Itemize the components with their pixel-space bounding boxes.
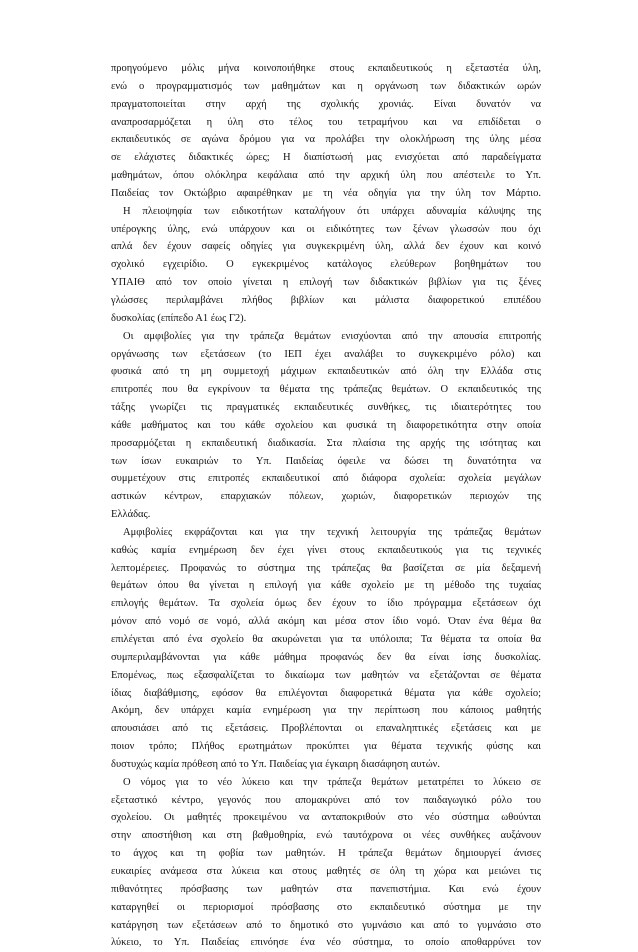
text-line: απουσιάσει από τις εξετάσεις. Προβλέπονται οι επαναληπτικές εξετάσεις και με bbox=[111, 723, 541, 735]
text-line: μόνον από νομό σε νομό, αλλά ακόμη και μέσα στον ίδιο νομό. Όταν ένα θέμα θα bbox=[111, 616, 541, 628]
text-line: σε ελάχιστες διδακτικές ώρες; Η διαπίστωσή μας ενισχύεται από παραδείγματα bbox=[111, 152, 541, 164]
text-line: των ίσων ευκαιριών το Υπ. Παιδείας όφειλε να δώσει τη δυνατότητα να bbox=[111, 455, 541, 467]
text-line: Ελλάδας. bbox=[111, 509, 151, 521]
text-line: καθώς καμία ενημέρωση δεν έχει γίνει στους εκπαιδευτικούς για τις τεχνικές bbox=[111, 544, 541, 556]
text-line: τάξης γνωρίζει τις πραγματικές εκπαιδευτικές συνθήκες, τις ιδιαιτερότητες του bbox=[111, 402, 541, 414]
text-line: αναπροσαρμόζεται η ύλη στο τέλος του τετραμήνου και να επιδίδεται ο bbox=[111, 116, 541, 128]
text-line: το άγχος και τη φοβία των μαθητών. Η τράπεζα θεμάτων δημιουργεί άνισες bbox=[111, 848, 541, 860]
text-line: φυσικά από τη μη συμμετοχή μάχιμων εκπαιδευτικών από όλη την Ελλάδα στις bbox=[111, 366, 541, 378]
text-line: συμπεριλαμβάνονται για κάθε μάθημα προφανώς δεν θα είναι ίσης δυσκολίας. bbox=[111, 651, 541, 663]
text-line: σχολικό εγχειρίδιο. Ο εγκεκριμένος κατάλογος ελεύθερων βοηθημάτων του bbox=[111, 259, 541, 271]
text-line: Αμφιβολίες εκφράζονται και για την τεχνική λειτουργία της τράπεζας θεμάτων bbox=[123, 526, 541, 538]
text-line: εξεταστικό κέντρο, γεγονός που απομακρύνει από τον παιδαγωγικό ρόλο του bbox=[111, 794, 541, 806]
text-line: ενώ ο προγραμματισμός των μαθημάτων και η οργάνωση των διδακτικών ωρών bbox=[111, 80, 541, 92]
text-line: προηγούμενο μόλις μήνα κοινοποιήθηκε στους εκπαιδευτικούς η εξεταστέα ύλη, bbox=[111, 63, 541, 74]
text-line: κάθε μαθήματος και του κάθε σχολείου και φυσικά τη διαφορετικότητα στην οποία bbox=[111, 419, 541, 431]
paragraph-1 bbox=[111, 60, 541, 203]
text-line: επιλογής θεμάτων. Τα σχολεία όμως δεν έχουν το ίδιο πρόγραμμα εξετάσεων όχι bbox=[111, 598, 541, 610]
text-line: στην αποστήθιση και στη βαθμοθηρία, ενώ ταυτόχρονα οι νέες συνθήκες αυξάνουν bbox=[111, 830, 541, 842]
text-line: επιτροπές που θα εγκρίνουν τα θέματα της τράπεζας θεμάτων. Ο εκπαιδευτικός της bbox=[111, 384, 541, 396]
text-line: Οι αμφιβολίες για την τράπεζα θεμάτων ενισχύονται από την απουσία επιτροπής bbox=[123, 330, 541, 342]
text-line: αστικών κέντρων, επαρχιακών πόλεων, χωριών, διαφορετικών περιοχών της bbox=[111, 491, 541, 503]
text-line: ευκαιρίες ανάμεσα στα λύκεια και στους μαθητές σε όλη τη χώρα και μειώνει τις bbox=[111, 865, 541, 877]
text-line: λύκειο, το Υπ. Παιδείας επινόησε ένα νέο σύστημα, το οποίο αποθαρρύνει τον bbox=[111, 937, 541, 949]
text-line: οργάνωσης των εξετάσεων (το ΙΕΠ έχει αναλάβει το συγκεκριμένο ρόλο) και bbox=[111, 348, 541, 360]
paragraph-4 bbox=[111, 524, 541, 774]
text-line: Ο νόμος για το νέο λύκειο και την τράπεζα θεμάτων μετατρέπει το λύκειο σε bbox=[123, 776, 541, 788]
text-line: υπέρογκης ύλης, ενώ υπάρχουν και οι ειδικότητες των ξένων γλωσσών που όχι bbox=[111, 223, 541, 235]
text-line: δυστυχώς καμία πρόθεση από το Υπ. Παιδείας για έγκαιρη διασάφηση αυτών. bbox=[111, 758, 441, 770]
text-line: ποιον τρόπο; Πλήθος ερωτημάτων προκύπτει για θέματα τεχνικής φύσης και bbox=[111, 741, 541, 753]
paragraph-3 bbox=[111, 328, 541, 524]
text-line: εκπαιδευτικός σε αγώνα δρόμου για να προλάβει την ολοκλήρωση της ύλης μέσα bbox=[111, 134, 541, 146]
text-line: προσαρμόζεται η εκπαιδευτική διαδικασία. Στα πλαίσια της αρχής της ισότητας και bbox=[111, 437, 541, 449]
paragraph-5 bbox=[111, 774, 541, 952]
text-line: δυσκολίας (επίπεδο Α1 έως Γ2). bbox=[111, 312, 247, 324]
text-line: λεπτομέρειες. Προφανώς το σύστημα της τράπεζας θα βασίζεται σε μία δεξαμενή bbox=[111, 562, 541, 574]
text-line: ΥΠΑΙΘ από τον οποίο γίνεται η επιλογή των διδακτικών βιβλίων για τις ξένες bbox=[111, 277, 541, 289]
document-body bbox=[111, 60, 541, 952]
text-line: θεμάτων όπου θα γίνεται η επιλογή για κάθε σχολείο με τη μέθοδο της τυχαίας bbox=[111, 580, 541, 592]
text-line: Ακόμη, δεν υπάρχει καμία ενημέρωση για την περίπτωση που κάποιος μαθητής bbox=[111, 705, 541, 717]
text-line: Επομένως, πως εξασφαλίζεται το δικαίωμα των μαθητών να εξετάζονται σε θέματα bbox=[111, 669, 541, 681]
text-line: συμμετέχουν στις επιτροπές εκπαιδευτικοί από διάφορα σχολεία: σχολεία μεγάλων bbox=[111, 473, 541, 485]
text-line: γλώσσες περιλαμβάνει πλήθος βιβλίων και μάλιστα διαφορετικού επιπέδου bbox=[111, 294, 541, 306]
text-line: επιλέγεται από ένα σχολείο θα ακυρώνεται για τα υπόλοιπα; Τα θέματα τα οποία θα bbox=[111, 634, 541, 645]
text-line: Παιδείας τον Οκτώβριο αφαιρέθηκαν με τη νέα οδηγία για την ύλη τον Μάρτιο. bbox=[111, 187, 541, 199]
text-line: καταργηθεί οι περιορισμοί πρόσβασης στο εκπαιδευτικό σύστημα με την bbox=[111, 901, 541, 913]
text-line: απλά δεν έχουν σαφείς οδηγίες για συγκεκριμένη ύλη, αλλά δεν έχουν και κοινό bbox=[111, 241, 541, 253]
text-line: μαθημάτων, όπου ολόκληρα κεφάλαια από την αρχική ύλη που απέστειλε το Υπ. bbox=[111, 170, 541, 182]
text-line: πραγματοποιείται στην αρχή της σχολικής χρονιάς. Είναι δυνατόν να bbox=[111, 98, 541, 110]
paragraph-2 bbox=[111, 203, 541, 328]
text-line: σχολείου. Οι μαθητές προκειμένου να ανταποκριθούν στο νέο σύστημα ωθούνται bbox=[111, 812, 541, 824]
text-line: κατάργηση των εξετάσεων από το δημοτικό στο γυμνάσιο και από το γυμνάσιο στο bbox=[111, 919, 541, 931]
text-line: Η πλειοψηφία των ειδικοτήτων καταλήγουν ότι υπάρχει αδυναμία κάλυψης της bbox=[123, 205, 541, 217]
text-line: πιθανότητες πρόσβασης των μαθητών στα πανεπιστήμια. Και ενώ έχουν bbox=[111, 883, 541, 895]
text-line: ίδιας διαβάθμισης, εφόσον θα επιλέγονται διαφορετικά θέματα για κάθε σχολείο; bbox=[111, 687, 541, 699]
